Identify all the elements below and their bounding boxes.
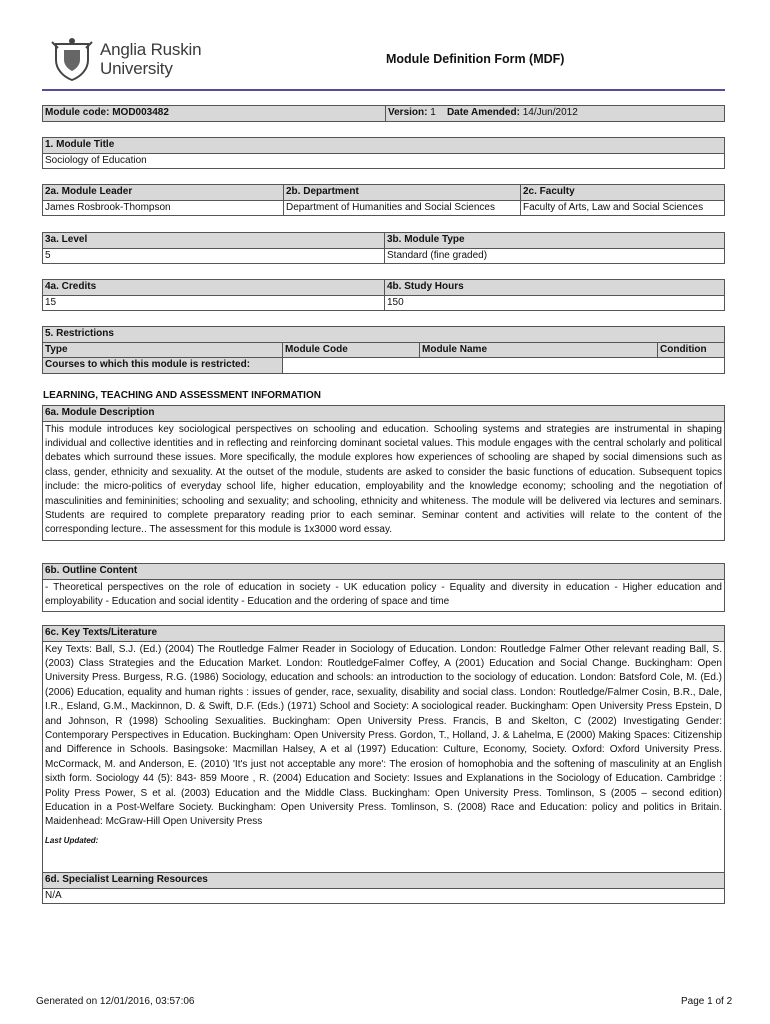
leader-label: 2a. Module Leader (42, 184, 284, 201)
restrictions-col-condition: Condition (657, 342, 725, 359)
version-date-cell (385, 105, 725, 122)
faculty-label: 2c. Faculty (520, 184, 725, 201)
study-hours-label: 4b. Study Hours (384, 279, 725, 296)
module-type-value: Standard (fine graded) (384, 248, 725, 265)
leader-value: James Rosbrook-Thompson (42, 200, 284, 217)
generated-timestamp: Generated on 12/01/2016, 03:57:06 (36, 996, 195, 1007)
restrictions-label: 5. Restrictions (42, 326, 725, 343)
credits-table (42, 279, 725, 311)
logo-wordmark (100, 40, 201, 78)
specialist-resources-table (42, 872, 725, 904)
module-title-value: Sociology of Education (42, 153, 725, 170)
module-description-text: This module introduces key sociological perspectives on schooling and education. Schooling systems and strategies are instrumental in shaping individual and collective identities and in reflecting and reinforcing dominant societal values. This module engages with the central scholarly and political debates which surround these issues. More specifically, the module explores how experiences of schooling are shaped by social dimensions such as class, gender, ethnicity and sexuality. At the outset of the module, students are asked to consider the basic functions of education. Subsequent topics include: the micro-politics of everyday school life, higher education, employability and the knowledge economy; schooling and the negotiation of masculinities and femininities; schooling and sexuality; and schooling, ethnicity and whiteness. The module will be delivered via lectures and seminars. Students are required to complete preparatory reading prior to each seminar. Seminar content and activities will relate to the content of the corresponding lecture.. The assessment for this module is 1x3000 word essay. (42, 421, 725, 541)
key-texts-table (42, 625, 725, 877)
module-code-table (42, 105, 725, 122)
university-logo (50, 36, 210, 82)
module-code-cell: Module code: MOD003482 (42, 105, 386, 122)
form-title: Module Definition Form (MDF) (386, 52, 565, 66)
key-texts-text: Key Texts: Ball, S.J. (Ed.) (2004) The Routledge Falmer Reader in Sociology of Education. London: Routledge Falmer Other relevant reading Ball, S. (2003) Class Strategies and the Education Market. London: RoutledgeFalmer Coffey, A (2001) Education and Social Change. Buckingham: Open University Press. Burgess, R.G. (1986) Sociology, education and schools: an introduction to the sociology of education. London: Batsford Cole, M. (Ed.) (2006) Education, equality and human rights : issues of gender, race, sexuality, disability and social class. London: Routledge/Falmer Cosin, B.R., Dale, I.R., Esland, G.M., Mackinnon, D. & Swift, D.F. (Eds.) (1971) School and Society: A sociological reader. Buckingham: Open University Press Epstein, D and Johnson, R (1998) Schooling Sexualities. Buckingham: Open University Press. Francis, B and Skelton, C (2002) Investigating Gender: Contemporary Perspectives in Education. Buckingham: Open University Press. Gordon, T., Holland, J. & Lahelma, E (2000) Making Spaces: Citizenship and Difference in Schools. Basingsoke: Macmillan Halsey, A et al (1997) Education: Culture, Economy, Society. Oxford: Oxford University Press. McCormack, M. and Anderson, E. (2010) 'It's just not acceptable any more': The erosion of homophobia and the softening of masculinity at an English sixth form. Sociology 44 (5): 843- 859 Moore , R. (2004) Education and Society: Issues and Explanations in the Sociology of Education. Cambridge : Polity Press Power, S et al. (2003) Education and the Middle Class. Buckingham: Open University Press. Tomlinson, S (2005 – second edition) Education in a Post-Welfare Society. Buckingham: Open University Press. Tomlinson, S. (2008) Race and Education: policy and politics in Britain. Maidenhead: McGraw-Hill Open University Press (45, 643, 722, 828)
restrictions-courses-label: Courses to which this module is restricted: (42, 357, 283, 374)
date-label: Date Amended: (446, 107, 520, 118)
level-label: 3a. Level (42, 232, 385, 249)
module-description-label: 6a. Module Description (42, 405, 725, 422)
specialist-resources-label: 6d. Specialist Learning Resources (42, 872, 725, 889)
outline-content-table (42, 563, 725, 612)
key-texts-label: 6c. Key Texts/Literature (42, 625, 725, 642)
module-title-table (42, 137, 725, 169)
department-label: 2b. Department (283, 184, 521, 201)
header-rule (42, 89, 725, 91)
logo-line-2: University (100, 59, 173, 78)
credits-label: 4a. Credits (42, 279, 385, 296)
module-type-label: 3b. Module Type (384, 232, 725, 249)
page-number: Page 1 of 2 (681, 996, 733, 1007)
restrictions-col-type: Type (42, 342, 283, 359)
date-value: 14/Jun/2012 (522, 107, 578, 118)
restrictions-courses-value (282, 357, 725, 374)
key-texts-box (42, 641, 725, 877)
lta-section-title: LEARNING, TEACHING AND ASSESSMENT INFORMATION (43, 390, 321, 401)
restrictions-col-code: Module Code (282, 342, 420, 359)
level-value: 5 (42, 248, 385, 265)
crest-icon (50, 36, 94, 82)
department-value: Department of Humanities and Social Sciences (283, 200, 521, 217)
last-updated-label: Last Updated: (45, 835, 99, 845)
outline-content-label: 6b. Outline Content (42, 563, 725, 580)
logo-line-1: Anglia Ruskin (100, 40, 202, 59)
leader-table (42, 184, 725, 216)
version-value: 1 (430, 107, 436, 118)
level-table (42, 232, 725, 264)
faculty-value: Faculty of Arts, Law and Social Sciences (520, 200, 725, 217)
restrictions-col-name: Module Name (419, 342, 658, 359)
credits-value: 15 (42, 295, 385, 312)
outline-content-text: - Theoretical perspectives on the role of education in society - UK education policy - Equality and diversity in education - Higher education and employability - Education and social identity - Education and the ordering of space and time (42, 579, 725, 613)
study-hours-value: 150 (384, 295, 725, 312)
specialist-resources-value: N/A (42, 888, 725, 905)
module-description-table (42, 405, 725, 541)
restrictions-table (42, 326, 725, 374)
module-title-label: 1. Module Title (42, 137, 725, 154)
version-label: Version: (388, 107, 428, 118)
